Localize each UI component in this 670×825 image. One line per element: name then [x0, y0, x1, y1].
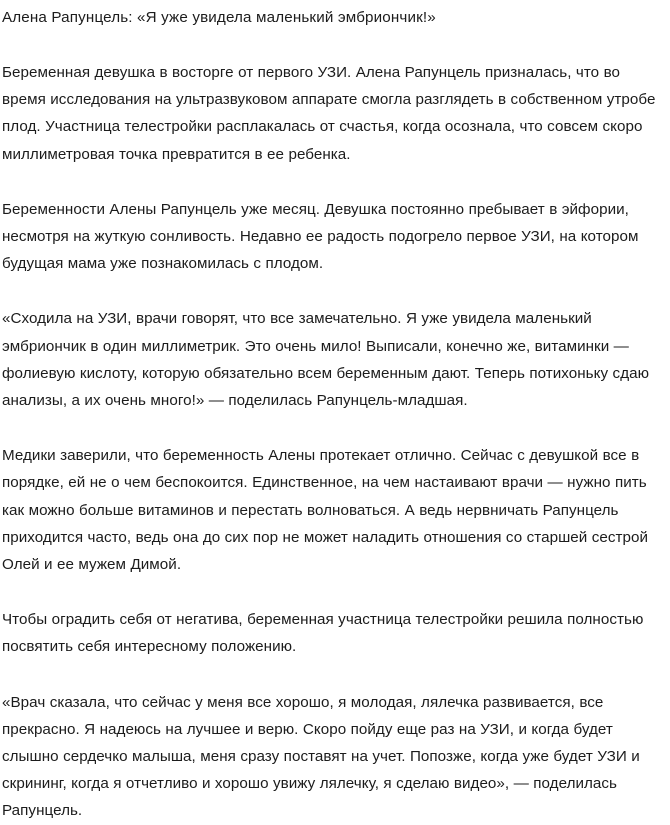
- article-paragraph-3-quote: «Сходила на УЗИ, врачи говорят, что все замечательно. Я уже увидела маленький эмбриончик в один миллиметрик. Это очень мило! Выписали, конечно же, витаминки — фолиевую кислоту, которую обязательно всем беременным дают. Теперь потихоньку сдаю анализы, а их очень много!» — поделилась Рапунцель-младшая.: [2, 310, 650, 410]
- article-paragraph-5: Чтобы оградить себя от негатива, беременная участница телестройки решила полностью посвятить себя интересному положению.: [2, 611, 644, 656]
- article-paragraph-4: Медики заверили, что беременность Алены протекает отлично. Сейчас с девушкой все в порядке, ей не о чем беспокоится. Единственное, на чем настаивают врачи — нужно пить как можно больше витаминов и перестать волноваться. А ведь нервничать Рапунцель приходится часто, ведь она до сих пор не может наладить отношения со старшей сестрой Олей и ее мужем Димой.: [2, 447, 649, 574]
- page-title: Алена Рапунцель: «Я уже увидела маленький эмбриончик!»: [2, 9, 436, 26]
- article-paragraph-1: Беременная девушка в восторге от первого УЗИ. Алена Рапунцель призналась, что во время исследования на ультразвуковом аппарате смогла разглядеть в собственном утробе плод. Участница телестройки расплакалась от счастья, когда осознала, что совсем скоро миллиметровая точка превратится в ее ребенка.: [2, 64, 656, 163]
- article-paragraph-2: Беременности Алены Рапунцель уже месяц. Девушка постоянно пребывает в эйфории, несмотря на жуткую сонливость. Недавно ее радость подогрело первое УЗИ, на котором будущая мама уже познакомилась с плодом.: [2, 200, 639, 273]
- article-paragraph-6-quote: «Врач сказала, что сейчас у меня все хорошо, я молодая, лялечка развивается, все прекрасно. Я надеюсь на лучшее и верю. Скоро пойду еще раз на УЗИ, и когда будет слышно сердечко малыша, меня сразу поставят на учет. Попозже, когда уже будет УЗИ и скрининг, когда я отчетливо и хорошо увижу лялечку, я сделаю видео», — поделилась Рапунцель.: [2, 693, 640, 820]
